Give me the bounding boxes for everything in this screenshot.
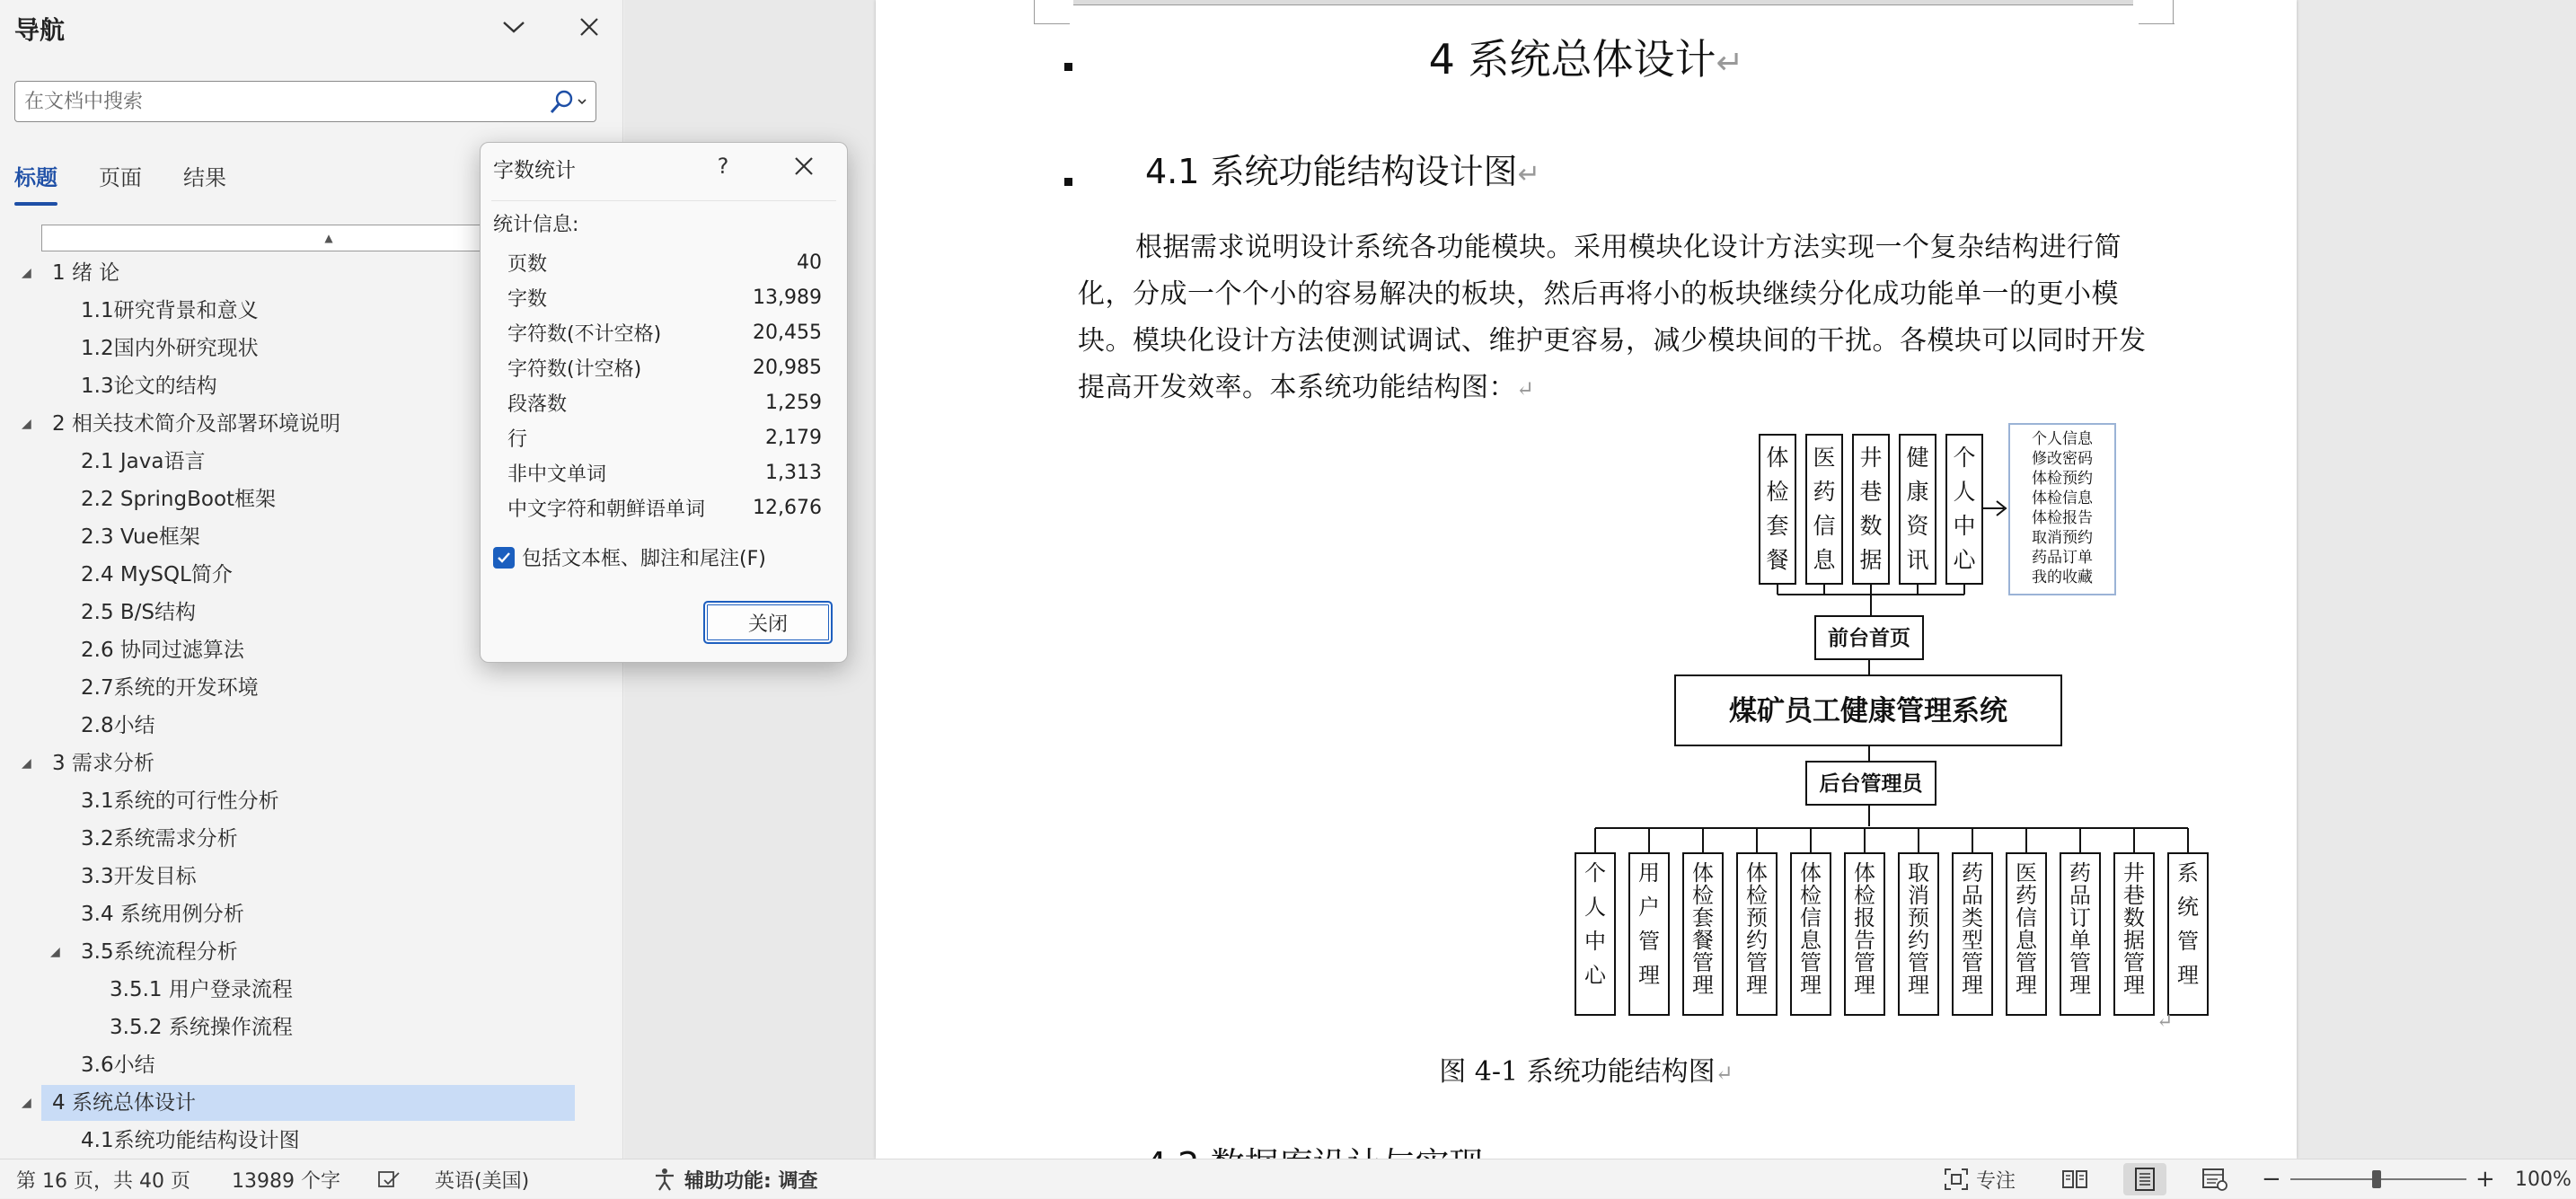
stat-row — [507, 245, 822, 280]
nav-heading-item[interactable] — [81, 859, 197, 895]
nav-heading-label: 2.6 协同过滤算法 — [81, 639, 244, 662]
expand-caret-icon[interactable]: ◢ — [22, 417, 31, 431]
include-textboxes-label: 包括文本框、脚注和尾注(F) — [522, 548, 766, 570]
nav-heading-item[interactable] — [52, 406, 340, 442]
nav-heading-item[interactable] — [81, 783, 279, 819]
nav-heading-label: 1.2国内外研究现状 — [81, 337, 259, 360]
tab-pages[interactable]: 页面 — [99, 165, 142, 190]
nav-heading-item[interactable] — [52, 255, 119, 291]
admin-module-label: 系统管理 — [2177, 860, 2199, 988]
stat-label: 中文字符和朝鲜语单词 — [507, 498, 706, 521]
expand-caret-icon[interactable]: ◢ — [22, 266, 31, 280]
stat-row — [507, 350, 822, 385]
nav-heading-item[interactable] — [81, 934, 238, 970]
stat-value: 1,259 — [765, 392, 822, 414]
word-count-indicator[interactable]: 13989 个字 — [232, 1169, 340, 1193]
nav-heading-label: 3.5.1 用户登录流程 — [110, 978, 293, 1001]
web-layout-icon — [2201, 1167, 2228, 1192]
nav-heading-label: 2.5 B/S结构 — [81, 601, 197, 624]
zoom-in-icon[interactable]: + — [2475, 1166, 2495, 1193]
search-button[interactable] — [545, 87, 590, 116]
document-canvas — [624, 0, 2576, 1159]
chevron-down-icon — [578, 98, 587, 105]
include-textboxes-checkbox-row[interactable] — [493, 543, 766, 571]
nav-heading-label: 3 需求分析 — [52, 752, 154, 775]
personal-item-label: 我的收藏 — [2032, 569, 2093, 586]
admin-module-label: 井巷数据管理 — [2123, 860, 2145, 998]
nav-heading-label: 3.5.2 系统操作流程 — [110, 1016, 293, 1039]
stat-label: 页数 — [507, 253, 548, 276]
stat-label: 段落数 — [507, 393, 568, 416]
stat-row — [507, 490, 822, 525]
focus-mode-button[interactable]: 专注 — [1944, 1159, 2016, 1199]
document-page[interactable] — [876, 0, 2297, 1159]
stat-label: 非中文单词 — [507, 463, 607, 486]
expand-caret-icon[interactable]: ◢ — [22, 756, 31, 771]
page-indicator[interactable]: 第 16 页，共 40 页 — [16, 1169, 190, 1193]
nav-heading-label: 2.4 MySQL简介 — [81, 563, 233, 586]
stat-label: 字数 — [507, 288, 548, 311]
nav-scroll-up-button[interactable]: ▲ — [41, 225, 616, 251]
top-module-label: 医药信息 — [1813, 445, 1836, 573]
personal-item-label: 体检信息 — [2032, 489, 2093, 507]
stat-row — [507, 420, 822, 455]
nav-heading-item[interactable] — [81, 1047, 155, 1083]
heading-1: 4 系统总体设计↵ — [1428, 35, 1744, 84]
nav-heading-label: 2.2 SpringBoot框架 — [81, 488, 277, 511]
nav-heading-item[interactable] — [81, 519, 200, 555]
nav-heading-item[interactable] — [81, 708, 155, 744]
stat-value: 12,676 — [753, 497, 822, 519]
stat-value: 13,989 — [753, 287, 822, 309]
nav-heading-item[interactable] — [81, 595, 196, 630]
nav-heading-label: 3.2系统需求分析 — [81, 827, 238, 851]
personal-item-label: 药品订单 — [2032, 549, 2093, 567]
nav-heading-item[interactable] — [81, 368, 217, 404]
personal-item-label: 取消预约 — [2032, 529, 2093, 547]
tab-results[interactable]: 结果 — [183, 165, 226, 190]
nav-heading-item[interactable] — [81, 1123, 300, 1159]
admin-module-label: 体检套餐管理 — [1692, 860, 1714, 998]
nav-heading-item[interactable] — [110, 1009, 293, 1045]
nav-options-chevron-icon[interactable] — [496, 9, 532, 45]
nav-heading-item[interactable] — [81, 821, 238, 857]
nav-heading-label: 3.3开发目标 — [81, 865, 197, 888]
stat-row — [507, 315, 822, 350]
word-count-dialog — [480, 142, 848, 663]
figure-caption: 图 4-1 系统功能结构图↵ — [1439, 1056, 1734, 1088]
admin-label: 后台管理员 — [1819, 771, 1923, 796]
nav-heading-item[interactable] — [81, 444, 205, 480]
stat-label: 字符数(计空格) — [507, 358, 642, 381]
stat-value: 2,179 — [765, 427, 822, 449]
web-layout-button[interactable] — [2193, 1163, 2236, 1195]
nav-search-input[interactable] — [24, 87, 527, 116]
stat-value: 1,313 — [765, 462, 822, 484]
stats-label: 统计信息: — [493, 214, 579, 236]
nav-heading-item[interactable] — [52, 745, 154, 781]
zoom-out-icon[interactable]: − — [2262, 1166, 2281, 1193]
focus-icon — [1944, 1168, 1969, 1191]
heading-2: 4.1 系统功能结构设计图↵ — [1145, 152, 1540, 191]
nav-heading-label: 2.8小结 — [81, 714, 155, 737]
nav-heading-label: 1 绪 论 — [52, 261, 120, 285]
nav-heading-label: 3.4 系统用例分析 — [81, 903, 244, 926]
admin-module-label: 个人中心 — [1584, 860, 1606, 988]
help-icon[interactable]: ? — [717, 154, 729, 179]
top-module-label: 健康资讯 — [1906, 445, 1929, 573]
print-layout-button[interactable] — [2123, 1163, 2166, 1195]
nav-heading-item[interactable] — [41, 1085, 575, 1121]
nav-heading-item[interactable] — [110, 972, 293, 1008]
nav-heading-label: 1.3论文的结构 — [81, 375, 217, 398]
admin-module-label: 取消预约管理 — [1908, 860, 1929, 998]
checkmark-icon — [497, 551, 511, 564]
admin-module-label: 用户管理 — [1638, 860, 1660, 988]
nav-title: 导航 — [14, 15, 66, 45]
admin-module-label: 药品类型管理 — [1962, 860, 1983, 998]
read-mode-button[interactable] — [2053, 1163, 2096, 1195]
function-structure-diagram — [876, 0, 2297, 1159]
nav-heading-item[interactable] — [81, 670, 259, 706]
nav-tabs — [14, 160, 226, 206]
nav-search-box — [14, 81, 596, 122]
dialog-close-icon[interactable] — [786, 148, 822, 184]
personal-item-label: 个人信息 — [2032, 430, 2093, 448]
language-indicator[interactable]: 英语(美国) — [435, 1169, 530, 1193]
nav-heading-label: 2.3 Vue框架 — [81, 525, 200, 549]
nav-heading-label: 3.1系统的可行性分析 — [81, 789, 279, 813]
admin-module-label: 药品订单管理 — [2069, 860, 2091, 998]
status-bar — [0, 1159, 2576, 1198]
stat-value: 40 — [797, 251, 822, 274]
dialog-title: 字数统计 — [493, 159, 576, 182]
admin-module-label: 体检报告管理 — [1854, 860, 1875, 998]
personal-item-label: 修改密码 — [2032, 450, 2093, 468]
nav-close-icon[interactable] — [571, 9, 607, 45]
nav-heading-label: 2.1 Java语言 — [81, 450, 206, 473]
stat-value: 20,985 — [753, 357, 822, 379]
personal-item-label: 体检报告 — [2032, 509, 2093, 527]
stat-label: 字符数(不计空格) — [507, 323, 662, 346]
accessibility-icon — [652, 1167, 677, 1192]
search-icon — [549, 88, 576, 115]
admin-module-label: 体检预约管理 — [1746, 860, 1768, 998]
top-module-label: 个人中心 — [1953, 445, 1976, 573]
accessibility-indicator[interactable]: 辅助功能: 调查 — [652, 1159, 817, 1199]
zoom-slider-thumb[interactable] — [2372, 1170, 2381, 1188]
return-mark: ↵ — [2157, 1010, 2174, 1033]
body-paragraph: 根据需求说明设计系统各功能模块。采用模块化设计方法实现一个复杂结构进行简化，分成一个个小的容易解决的板块，然后再将小的板块继续分化成功能单一的更小模块。模块化设计方法使测试调试、维护更容易，减少模块间的干扰。各模块可以同时开发提高开发效率。本系统功能结构图：↵ — [1078, 232, 2147, 403]
nav-heading-item[interactable] — [81, 293, 259, 329]
stat-row — [507, 455, 822, 490]
proofing-icon[interactable] — [377, 1159, 401, 1199]
nav-heading-item[interactable] — [81, 896, 244, 932]
expand-caret-icon[interactable]: ◢ — [50, 945, 60, 959]
nav-heading-label: 4.1系统功能结构设计图 — [81, 1129, 300, 1152]
top-module-label: 井巷数据 — [1859, 445, 1883, 573]
stat-row — [507, 385, 822, 420]
zoom-level[interactable]: 100% — [2515, 1168, 2572, 1191]
close-button[interactable]: 关闭 — [703, 601, 833, 644]
nav-heading-item[interactable] — [81, 557, 233, 593]
front-page-label: 前台首页 — [1828, 626, 1910, 650]
nav-heading-label: 3.6小结 — [81, 1054, 155, 1077]
print-layout-icon — [2133, 1167, 2157, 1192]
nav-heading-item[interactable] — [81, 331, 259, 366]
tab-headings[interactable]: 标题 — [14, 160, 57, 206]
nav-heading-label: 4 系统总体设计 — [52, 1091, 196, 1115]
stat-value: 20,455 — [753, 322, 822, 344]
stat-label: 行 — [507, 428, 528, 451]
system-label: 煤矿员工健康管理系统 — [1729, 695, 2007, 727]
stat-row — [507, 280, 822, 315]
personal-item-label: 体检预约 — [2032, 470, 2093, 488]
admin-module-label: 体检信息管理 — [1800, 860, 1822, 998]
read-mode-icon — [2061, 1168, 2088, 1190]
nav-heading-label: 1.1研究背景和意义 — [81, 299, 259, 322]
nav-heading-label: 2.7系统的开发环境 — [81, 676, 259, 700]
dialog-divider — [491, 200, 836, 201]
nav-heading-item[interactable] — [81, 481, 276, 517]
nav-heading-label: 2 相关技术简介及部署环境说明 — [52, 412, 340, 436]
admin-module-label: 医药信息管理 — [2016, 860, 2037, 998]
expand-caret-icon[interactable]: ◢ — [22, 1096, 31, 1110]
top-module-label: 体检套餐 — [1766, 445, 1789, 573]
nav-heading-label: 3.5系统流程分析 — [81, 940, 238, 964]
nav-heading-item[interactable] — [81, 632, 244, 668]
include-textboxes-checkbox[interactable] — [493, 547, 515, 569]
